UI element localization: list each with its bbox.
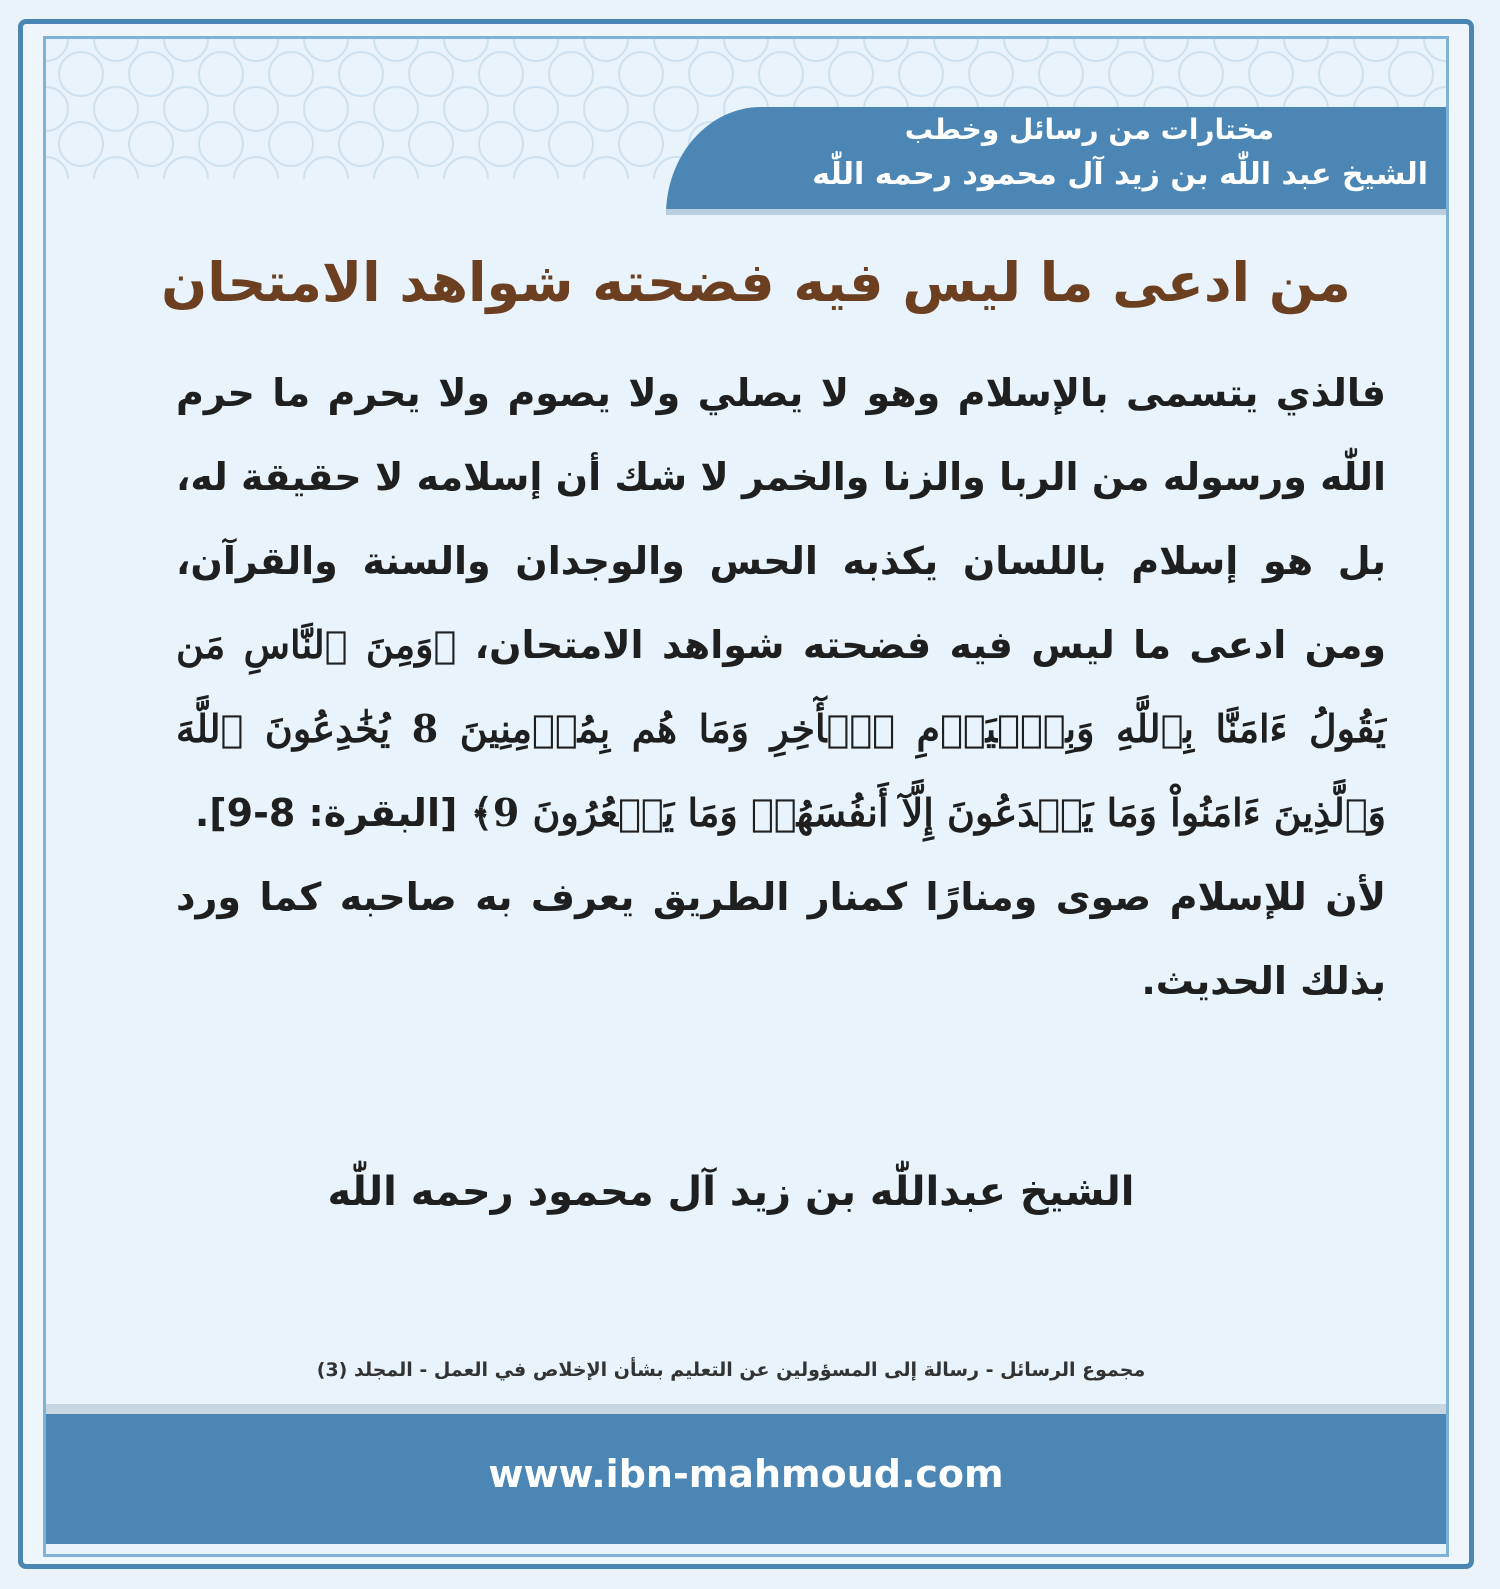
footer-bar <box>46 1414 1446 1544</box>
outer-frame <box>18 19 1474 1569</box>
header-banner <box>666 107 1446 215</box>
source-citation: مجموع الرسائل - رسالة إلى المسؤولين عن التعليم بشأن الإخلاص في العمل - المجلد (3) <box>316 1359 1146 1381</box>
footer-divider <box>46 1404 1446 1414</box>
paragraph-2: لأن للإسلام صوى ومنارًا كمنار الطريق يعرف به صاحبه كما ورد بذلك الحديث. <box>176 875 1386 1003</box>
article-title: من ادعى ما ليس فيه فضحته شواهد الامتحان <box>161 251 1351 314</box>
content-panel <box>43 36 1449 1557</box>
paragraph-1 <box>176 351 1386 855</box>
author-signature: الشيخ عبداللّٰه بن زيد آل محمود رحمه اللّٰه <box>327 1169 1135 1215</box>
quran-reference: [البقرة: 8-9]. <box>194 791 471 835</box>
website-link[interactable]: www.ibn-mahmoud.com <box>488 1452 1004 1496</box>
article-body <box>176 351 1386 1023</box>
paragraph-1-text: فالذي يتسمى بالإسلام وهو لا يصلي ولا يصوم ولا يحرم ما حرم اللّٰه ورسوله من الربا والزنا والخمر لا شك أن إسلامه لا حقيقة له، بل هو إسلام باللسان يكذبه الحس والوجدان والسنة والقرآن، ومن ادعى ما ليس فيه فضحته شواهد الامتحان، <box>176 371 1386 667</box>
series-title: مختارات من رسائل وخطب <box>904 113 1274 146</box>
header-author: الشيخ عبد اللّٰه بن زيد آل محمود رحمه اللّٰه <box>812 157 1428 192</box>
quran-verse: ﴿وَمِنَ ٱلنَّاسِ مَن يَقُولُ ءَامَنَّا بِٱللَّهِ وَبِٱلۡيَوۡمِ ٱلۡأٓخِرِ وَمَا هُم بِمُؤۡمِنِينَ 8 يُخَٰدِعُونَ ٱللَّهَ وَٱلَّذِينَ ءَامَنُواْ وَمَا يَخۡدَعُونَ إِلَّآ أَنفُسَهُمۡ وَمَا يَشۡعُرُونَ 9﴾ <box>176 622 1386 835</box>
